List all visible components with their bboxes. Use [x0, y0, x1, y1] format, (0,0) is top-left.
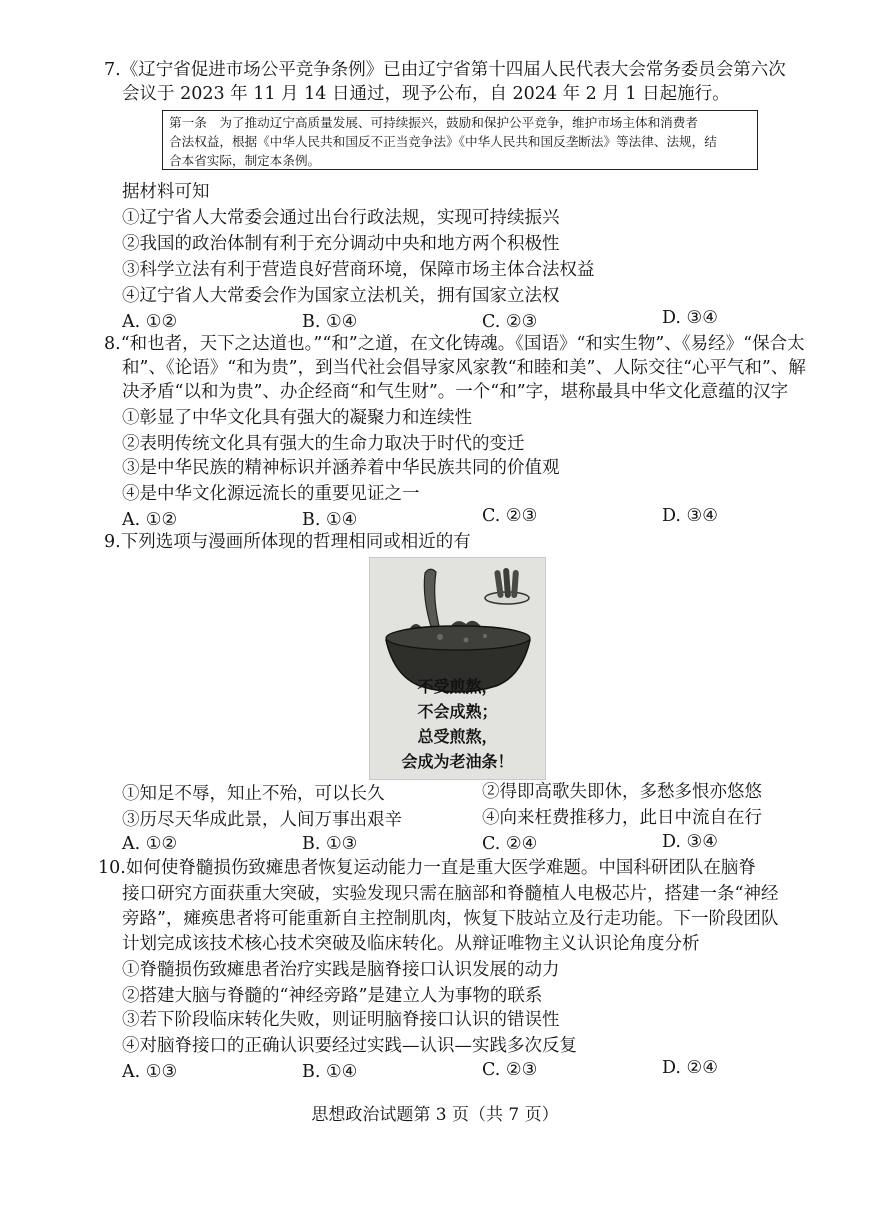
- q10-item-2: ②搭建大脑与脊髓的“神经旁路”是建立人为事物的联系: [122, 986, 543, 1006]
- q9-choice-d[interactable]: D. ③④: [662, 832, 718, 852]
- q7-item-1: ①辽宁省人大常委会通过出台行政法规，实现可持续振兴: [122, 208, 560, 228]
- q9-item-4: ④向来枉费推移力，此日中流自在行: [482, 808, 762, 828]
- q7-choice-a[interactable]: A. ①②: [122, 312, 178, 332]
- cartoon-text-line-1: 不受煎熬，: [417, 677, 498, 696]
- q9-item-3: ③历尽天华成此景，人间万事出艰辛: [122, 810, 402, 830]
- q7-stem-line-1: 7.《辽宁省促进市场公平竞争条例》已由辽宁省第十四届人民代表大会常务委员会第六次: [104, 60, 786, 80]
- q9-item-2: ②得即高歌失即休，多愁多恨亦悠悠: [482, 782, 762, 802]
- q8-item-2: ②表明传统文化具有强大的生命力取决于时代的变迁: [122, 434, 525, 454]
- q10-item-1: ①脊髓损伤致瘫患者治疗实践是脑脊接口认识发展的动力: [122, 960, 560, 980]
- q10-stem-line-1: 10.如何使脊髓损伤致瘫患者恢复运动能力一直是重大医学难题。中国科研团队在脑脊: [98, 858, 756, 878]
- q9-choice-a[interactable]: A. ①②: [122, 834, 178, 854]
- q7-item-3: ③科学立法有利于营造良好营商环境，保障市场主体合法权益: [122, 260, 595, 280]
- q7-prompt: 据材料可知: [122, 182, 210, 202]
- q9-item-1: ①知足不辱，知止不殆，可以长久: [122, 784, 385, 804]
- q7-law-excerpt-box: [162, 110, 758, 170]
- q7-choice-b[interactable]: B. ①④: [302, 312, 358, 332]
- q10-choice-c[interactable]: C. ②③: [482, 1060, 538, 1080]
- q10-stem-line-4: 计划完成该技术核心技术突破及临床转化。从辩证唯物主义认识论角度分析: [122, 934, 700, 954]
- q7-choice-c[interactable]: C. ②③: [482, 312, 538, 332]
- q7-box-line-2: 合法权益，根据《中华人民共和国反不正当竞争法》《中华人民共和国反垄断法》等法律、法规，结: [169, 134, 717, 149]
- q8-item-3: ③是中华民族的精神标识并涵养着中华民族共同的价值观: [122, 458, 560, 478]
- q8-choice-c[interactable]: C. ②③: [482, 506, 538, 526]
- q9-choice-b[interactable]: B. ①③: [302, 834, 358, 854]
- q7-box-line-1: 第一条 为了推动辽宁高质量发展、可持续振兴，鼓励和保护公平竞争，维护市场主体和消费者: [169, 115, 698, 130]
- q7-box-line-3: 合本省实际，制定本条例。: [169, 153, 321, 168]
- q8-item-1: ①彰显了中华文化具有强大的凝聚力和连续性: [122, 408, 472, 428]
- q8-choice-b[interactable]: B. ①④: [302, 510, 358, 530]
- q7-item-4: ④辽宁省人大常委会作为国家立法机关，拥有国家立法权: [122, 286, 560, 306]
- q7-choice-d[interactable]: D. ③④: [662, 308, 718, 328]
- q10-item-3: ③若下阶段临床转化失败，则证明脑脊接口认识的错误性: [122, 1010, 560, 1030]
- q8-choice-d[interactable]: D. ③④: [662, 506, 718, 526]
- page-footer: 思想政治试题第 3 页（共 7 页）: [311, 1105, 559, 1125]
- q10-choice-d[interactable]: D. ②④: [662, 1058, 718, 1078]
- q8-stem-line-1: 8.“和也者，天下之达道也。”“和”之道，在文化铸魂。《国语》“和实生物”、《易经》“保合太: [104, 334, 805, 354]
- q9-choice-c[interactable]: C. ②④: [482, 834, 538, 854]
- q7-stem-line-2: 会议于 2023 年 11 月 14 日通过，现予公布，自 2024 年 2 月 1 日起施行。: [122, 84, 730, 104]
- cartoon-image: [369, 557, 546, 780]
- q8-item-4: ④是中华文化源远流长的重要见证之一: [122, 484, 420, 504]
- q10-stem-line-3: 旁路”，瘫痪患者将可能重新自主控制肌肉，恢复下肢站立及行走功能。下一阶段团队: [122, 909, 779, 929]
- q8-choice-a[interactable]: A. ①②: [122, 510, 178, 530]
- q8-stem-line-2: 和”、《论语》“和为贵”，到当代社会倡导家风家教“和睦和美”、人际交往“心平气和”、解: [122, 358, 806, 378]
- cartoon-text-line-2: 不会成熟；: [417, 702, 498, 721]
- cartoon-text-line-4: 会成为老油条！: [401, 752, 514, 771]
- q10-item-4: ④对脑脊接口的正确认识要经过实践—认识—实践多次反复: [122, 1036, 577, 1056]
- q10-choice-b[interactable]: B. ①④: [302, 1062, 358, 1082]
- q10-choice-a[interactable]: A. ①③: [122, 1062, 178, 1082]
- q8-stem-line-3: 决矛盾“以和为贵”、办企经商“和气生财”。一个“和”字，堪称最具中华文化意蕴的汉字: [122, 382, 789, 402]
- q9-stem: 9.下列选项与漫画所体现的哲理相同或相近的有: [104, 532, 471, 552]
- cartoon-text-line-3: 总受煎熬，: [417, 727, 498, 746]
- q7-item-2: ②我国的政治体制有利于充分调动中央和地方两个积极性: [122, 234, 560, 254]
- q10-stem-line-2: 接口研究方面获重大突破，实验发现只需在脑部和脊髓植人电极芯片，搭建一条“神经: [122, 884, 779, 904]
